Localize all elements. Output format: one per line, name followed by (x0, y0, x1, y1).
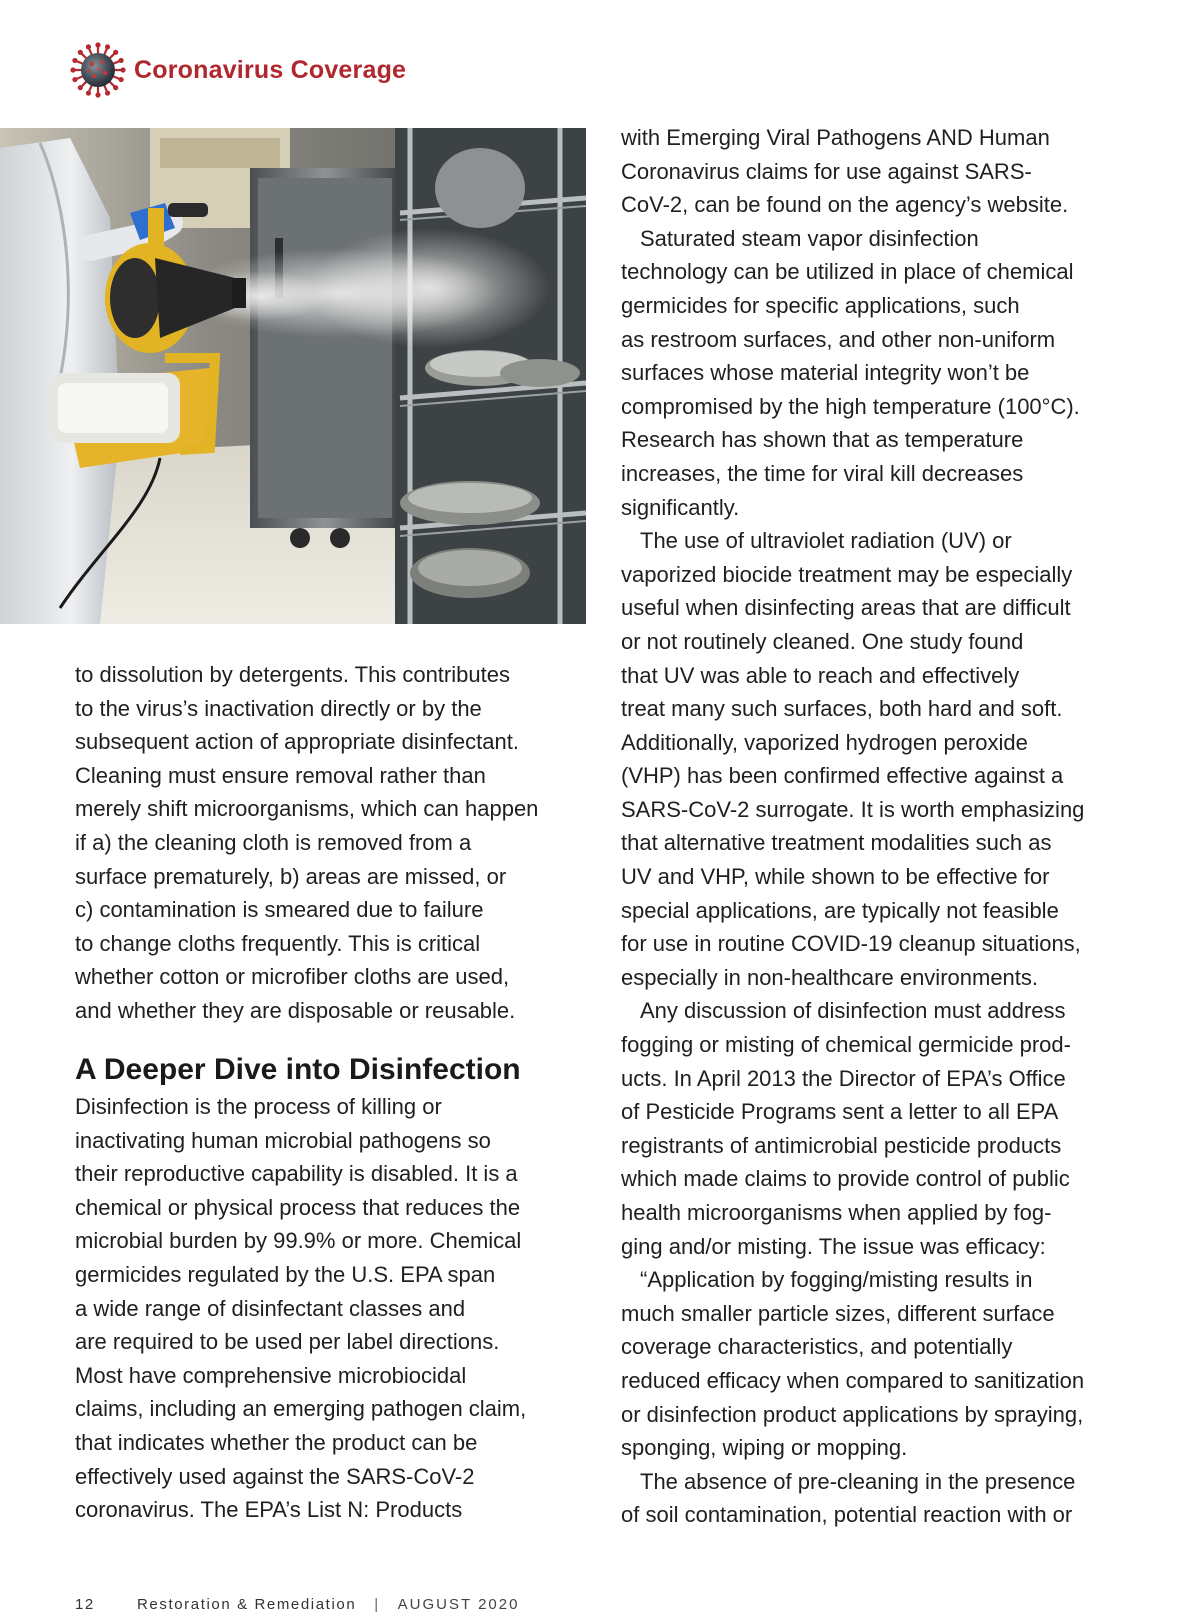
text-line: to dissolution by detergents. This contributes (75, 662, 510, 687)
text-line: surfaces whose material integrity won’t be (621, 360, 1030, 386)
text-line: microbial burden by 99.9% or more. Chemical (75, 1228, 522, 1254)
text-line: or disinfection product applications by spraying, (621, 1401, 1084, 1427)
text-line: SARS-CoV-2 surrogate. It is worth emphasizing (621, 796, 1085, 822)
text-line: UV and VHP, while shown to be effective for (621, 864, 1050, 890)
text-line: coverage characteristics, and potentially (621, 1334, 1013, 1360)
publication-name: Restoration & Remediation (137, 1596, 357, 1613)
text-line: ging and/or misting. The issue was efficacy: (621, 1233, 1046, 1259)
text-line: merely shift microorganisms, which can happen (75, 796, 539, 822)
text-line: technology can be utilized in place of chemical (621, 259, 1074, 285)
text-line: sponging, wiping or mopping. (621, 1435, 908, 1461)
text-line: subsequent action of appropriate disinfectant. (75, 729, 519, 755)
text-line: fogging or misting of chemical germicide prod- (621, 1032, 1071, 1058)
text-line: especially in non-healthcare environments. (621, 964, 1039, 990)
text-line: coronavirus. The EPA’s List N: Products (75, 1497, 463, 1523)
text-line: whether cotton or microfiber cloths are used, (75, 964, 510, 990)
coronavirus-icon (70, 42, 126, 98)
text-line: The use of ultraviolet radiation (UV) or (640, 528, 1012, 554)
text-line: significantly. (621, 494, 740, 520)
text-line: effectively used against the SARS-CoV-2 (75, 1463, 475, 1489)
text-line: Saturated steam vapor disinfection (640, 225, 979, 251)
page-footer (75, 1596, 519, 1613)
section-header (70, 42, 406, 98)
text-line: CoV-2, can be found on the agency’s website. (621, 192, 1069, 218)
text-line: to change cloths frequently. This is critical (75, 930, 481, 956)
text-line: surface prematurely, b) areas are missed, or (75, 863, 507, 889)
issue-date: AUGUST 2020 (397, 1596, 520, 1613)
page-number: 12 (75, 1596, 95, 1613)
text-line: reduced efficacy when compared to sanitization (621, 1367, 1085, 1393)
text-line: to the virus’s inactivation directly or by the (75, 695, 482, 721)
text-line: registrants of antimicrobial pesticide products (621, 1132, 1062, 1158)
text-line: of Pesticide Programs sent a letter to all EPA (621, 1099, 1059, 1125)
right-column-text (621, 121, 1084, 1532)
text-line: as restroom surfaces, and other non-uniform (621, 326, 1056, 352)
text-line: treat many such surfaces, both hard and soft. (621, 696, 1063, 722)
text-line: claims, including an emerging pathogen claim, (75, 1396, 527, 1422)
text-line: for use in routine COVID-19 cleanup situations, (621, 931, 1081, 957)
text-line: germicides for specific applications, such (621, 292, 1020, 318)
text-line: vaporized biocide treatment may be especially (621, 561, 1073, 587)
text-line: Any discussion of disinfection must address (640, 998, 1066, 1024)
left-column-top-text (75, 658, 538, 1028)
text-line: Cleaning must ensure removal rather than (75, 762, 486, 788)
left-column-bottom-text (75, 1090, 526, 1527)
text-line: which made claims to provide control of public (621, 1166, 1070, 1192)
text-line: of soil contamination, potential reaction with or (621, 1502, 1073, 1528)
text-line: special applications, are typically not feasible (621, 897, 1059, 923)
text-line: with Emerging Viral Pathogens AND Human (621, 125, 1050, 150)
text-line: that alternative treatment modalities such as (621, 830, 1052, 856)
text-line: Disinfection is the process of killing or (75, 1094, 442, 1119)
text-line: are required to be used per label directions. (75, 1329, 500, 1355)
text-line: germicides regulated by the U.S. EPA span (75, 1261, 496, 1287)
text-line: a wide range of disinfectant classes and (75, 1295, 466, 1321)
text-line: Most have comprehensive microbiocidal (75, 1362, 467, 1388)
section-heading: A Deeper Dive into Disinfection (75, 1053, 521, 1086)
text-line: if a) the cleaning cloth is removed from a (75, 829, 472, 855)
text-line: compromised by the high temperature (100°C). (621, 393, 1080, 419)
text-line: and whether they are disposable or reusable. (75, 997, 516, 1023)
text-line: Research has shown that as temperature (621, 427, 1024, 453)
text-line: their reproductive capability is disabled. It is a (75, 1161, 518, 1187)
text-line: Coronavirus claims for use against SARS- (621, 158, 1032, 184)
text-line: health microorganisms when applied by fog- (621, 1200, 1052, 1225)
disinfection-fogger-photo (0, 128, 586, 624)
text-line: that indicates whether the product can be (75, 1429, 478, 1455)
text-line: The absence of pre-cleaning in the presence (640, 1468, 1076, 1494)
section-title: Coronavirus Coverage (134, 55, 407, 84)
text-line: (VHP) has been confirmed effective against a (621, 763, 1064, 789)
text-line: or not routinely cleaned. One study found (621, 628, 1024, 654)
text-line: Additionally, vaporized hydrogen peroxide (621, 729, 1028, 755)
text-line: ucts. In April 2013 the Director of EPA’s Office (621, 1065, 1066, 1091)
text-line: useful when disinfecting areas that are difficult (621, 595, 1071, 621)
text-line: increases, the time for viral kill decreases (621, 460, 1024, 486)
text-line: “Application by fogging/misting results in (640, 1267, 1033, 1293)
text-line: that UV was able to reach and effectively (621, 662, 1020, 688)
text-line: inactivating human microbial pathogens so (75, 1127, 491, 1153)
text-line: c) contamination is smeared due to failure (75, 897, 484, 923)
text-line: chemical or physical process that reduces the (75, 1194, 521, 1220)
text-line: much smaller particle sizes, different surface (621, 1300, 1055, 1326)
footer-separator: | (374, 1596, 380, 1613)
